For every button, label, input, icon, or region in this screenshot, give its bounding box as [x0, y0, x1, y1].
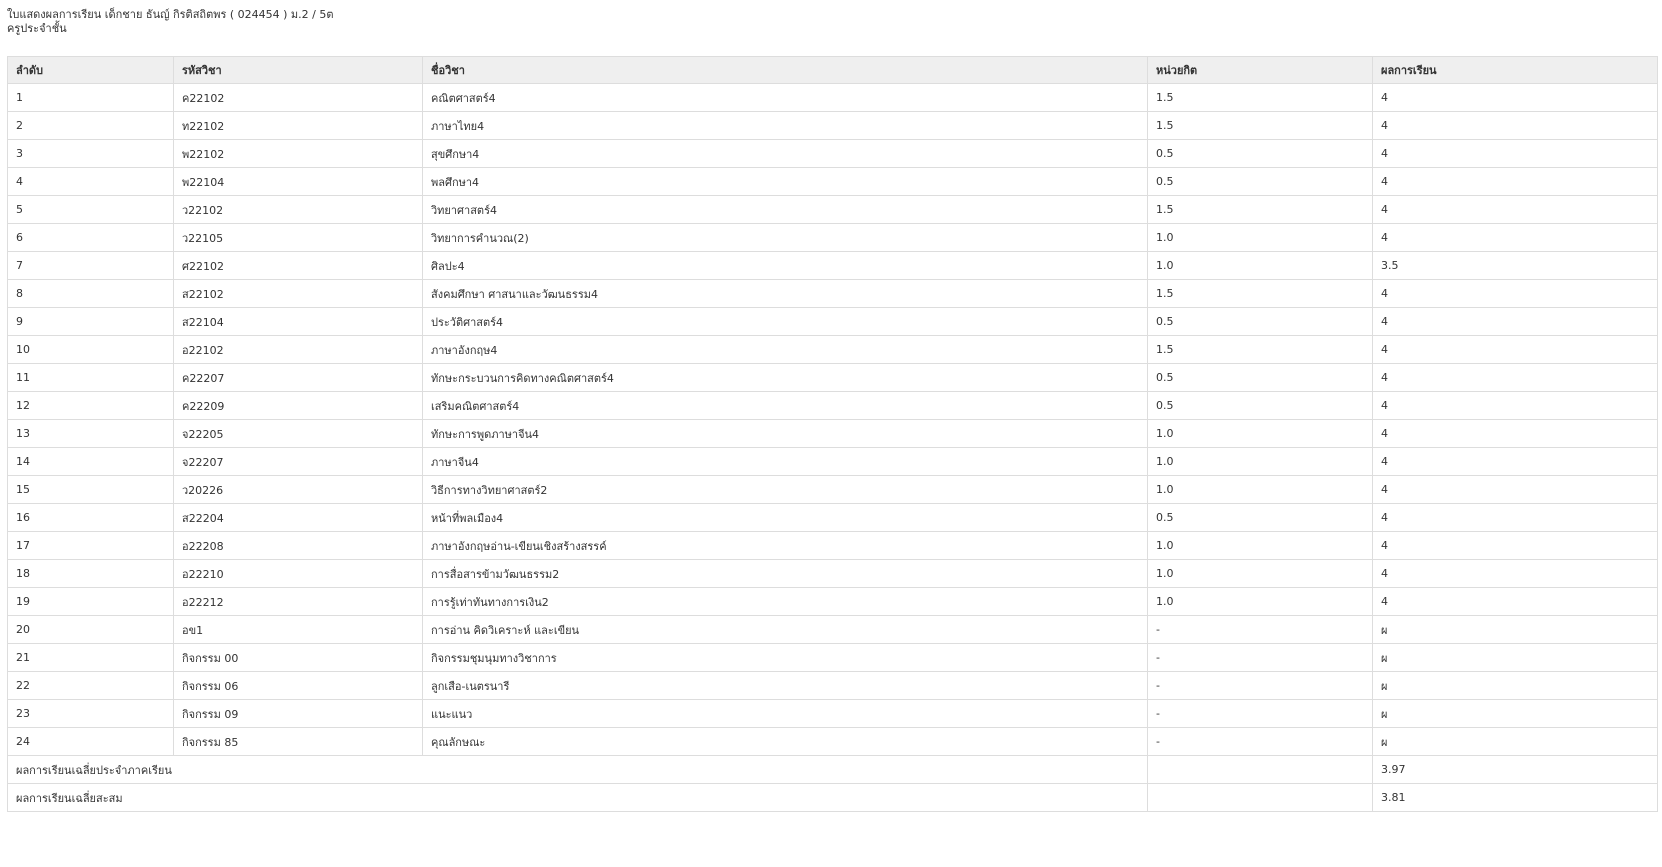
table-row — [8, 364, 1658, 392]
subject-code-cell: พ22102 — [174, 140, 423, 168]
credit-cell: 0.5 — [1148, 308, 1373, 336]
order-cell: 17 — [8, 532, 174, 560]
subject-name-cell: ประวัติศาสตร์4 — [423, 308, 1148, 336]
subject-code-cell: อ22212 — [174, 588, 423, 616]
grade-cell: ผ — [1373, 700, 1658, 728]
credit-cell: - — [1148, 644, 1373, 672]
grade-cell: 4 — [1373, 476, 1658, 504]
order-cell: 19 — [8, 588, 174, 616]
table-row — [8, 84, 1658, 112]
subject-code-cell: ส22102 — [174, 280, 423, 308]
order-cell: 7 — [8, 252, 174, 280]
table-row — [8, 224, 1658, 252]
column-header-subject-name: ชื่อวิชา — [423, 57, 1148, 84]
credit-cell: - — [1148, 700, 1373, 728]
table-row — [8, 700, 1658, 728]
column-header-grade: ผลการเรียน — [1373, 57, 1658, 84]
order-cell: 22 — [8, 672, 174, 700]
grade-cell: 4 — [1373, 364, 1658, 392]
subject-code-cell: ว22105 — [174, 224, 423, 252]
subject-name-cell: ทักษะกระบวนการคิดทางคณิตศาสตร์4 — [423, 364, 1148, 392]
subject-code-cell: ว22102 — [174, 196, 423, 224]
report-title: ใบแสดงผลการเรียน เด็กชาย ธันญ์ กิรติสถิตพร ( 024454 ) ม.2 / 5ต — [7, 8, 334, 21]
table-row — [8, 504, 1658, 532]
subject-code-cell: จ22207 — [174, 448, 423, 476]
subject-code-cell: ศ22102 — [174, 252, 423, 280]
grade-cell: 4 — [1373, 588, 1658, 616]
credit-cell: 1.5 — [1148, 336, 1373, 364]
table-row — [8, 644, 1658, 672]
subject-code-cell: ว20226 — [174, 476, 423, 504]
grade-cell: 4 — [1373, 420, 1658, 448]
order-cell: 12 — [8, 392, 174, 420]
grades-table — [7, 56, 1658, 812]
credit-cell: 1.0 — [1148, 252, 1373, 280]
subject-name-cell: ภาษาอังกฤษ4 — [423, 336, 1148, 364]
subject-code-cell: กิจกรรม 09 — [174, 700, 423, 728]
order-cell: 21 — [8, 644, 174, 672]
subject-name-cell: พลศึกษา4 — [423, 168, 1148, 196]
credit-cell: 0.5 — [1148, 392, 1373, 420]
order-cell: 3 — [8, 140, 174, 168]
table-row — [8, 616, 1658, 644]
table-row — [8, 532, 1658, 560]
subject-code-cell: ค22207 — [174, 364, 423, 392]
grade-cell: 4 — [1373, 392, 1658, 420]
order-cell: 9 — [8, 308, 174, 336]
grade-cell: ผ — [1373, 728, 1658, 756]
summary-gpa-value: 3.81 — [1373, 784, 1658, 812]
credit-cell: 1.0 — [1148, 224, 1373, 252]
order-cell: 5 — [8, 196, 174, 224]
table-row — [8, 308, 1658, 336]
grade-cell: 4 — [1373, 112, 1658, 140]
subject-name-cell: หน้าที่พลเมือง4 — [423, 504, 1148, 532]
order-cell: 6 — [8, 224, 174, 252]
table-row — [8, 140, 1658, 168]
table-row — [8, 420, 1658, 448]
order-cell: 13 — [8, 420, 174, 448]
table-row — [8, 392, 1658, 420]
credit-cell: 0.5 — [1148, 364, 1373, 392]
credit-cell: - — [1148, 616, 1373, 644]
subject-code-cell: ส22204 — [174, 504, 423, 532]
subject-code-cell: กิจกรรม 00 — [174, 644, 423, 672]
grade-cell: ผ — [1373, 672, 1658, 700]
grade-cell: 4 — [1373, 140, 1658, 168]
grade-cell: 4 — [1373, 532, 1658, 560]
credit-cell: 1.5 — [1148, 84, 1373, 112]
subject-name-cell: คุณลักษณะ — [423, 728, 1148, 756]
subject-code-cell: พ22104 — [174, 168, 423, 196]
credit-cell: 1.5 — [1148, 112, 1373, 140]
subject-code-cell: กิจกรรม 06 — [174, 672, 423, 700]
subject-name-cell: คณิตศาสตร์4 — [423, 84, 1148, 112]
table-row — [8, 448, 1658, 476]
credit-cell: 1.0 — [1148, 588, 1373, 616]
subject-name-cell: แนะแนว — [423, 700, 1148, 728]
subject-name-cell: ภาษาอังกฤษอ่าน-เขียนเชิงสร้างสรรค์ — [423, 532, 1148, 560]
subject-name-cell: กิจกรรมชุมนุมทางวิชาการ — [423, 644, 1148, 672]
order-cell: 18 — [8, 560, 174, 588]
order-cell: 1 — [8, 84, 174, 112]
table-row — [8, 196, 1658, 224]
grade-cell: 4 — [1373, 84, 1658, 112]
subject-code-cell: ส22104 — [174, 308, 423, 336]
order-cell: 4 — [8, 168, 174, 196]
order-cell: 2 — [8, 112, 174, 140]
credit-cell: 1.0 — [1148, 476, 1373, 504]
subject-name-cell: ลูกเสือ-เนตรนารี — [423, 672, 1148, 700]
summary-label: ผลการเรียนเฉลี่ยประจำภาคเรียน — [8, 756, 1148, 784]
table-header-row — [8, 57, 1658, 84]
subject-code-cell: กิจกรรม 85 — [174, 728, 423, 756]
subject-name-cell: วิทยาศาสตร์4 — [423, 196, 1148, 224]
subject-code-cell: อ22208 — [174, 532, 423, 560]
table-row — [8, 168, 1658, 196]
subject-name-cell: วิทยาการคำนวณ(2) — [423, 224, 1148, 252]
grade-cell: 4 — [1373, 196, 1658, 224]
subject-name-cell: ภาษาไทย4 — [423, 112, 1148, 140]
table-row — [8, 728, 1658, 756]
credit-cell: - — [1148, 728, 1373, 756]
subject-name-cell: สังคมศึกษา ศาสนาและวัฒนธรรม4 — [423, 280, 1148, 308]
table-row — [8, 672, 1658, 700]
credit-cell: - — [1148, 672, 1373, 700]
homeroom-teacher-label: ครูประจำชั้น — [7, 22, 67, 35]
subject-name-cell: ศิลปะ4 — [423, 252, 1148, 280]
credit-cell: 1.5 — [1148, 196, 1373, 224]
credit-cell: 0.5 — [1148, 504, 1373, 532]
order-cell: 15 — [8, 476, 174, 504]
subject-name-cell: การอ่าน คิดวิเคราะห์ และเขียน — [423, 616, 1148, 644]
subject-name-cell: วิธีการทางวิทยาศาสตร์2 — [423, 476, 1148, 504]
subject-name-cell: การรู้เท่าทันทางการเงิน2 — [423, 588, 1148, 616]
report-header — [7, 8, 334, 36]
credit-cell: 0.5 — [1148, 168, 1373, 196]
subject-code-cell: ท22102 — [174, 112, 423, 140]
summary-gpa-value: 3.97 — [1373, 756, 1658, 784]
table-row — [8, 280, 1658, 308]
grade-cell: 4 — [1373, 308, 1658, 336]
grade-cell: 4 — [1373, 168, 1658, 196]
credit-cell: 1.0 — [1148, 420, 1373, 448]
subject-code-cell: ค22209 — [174, 392, 423, 420]
summary-credit — [1148, 784, 1373, 812]
grade-cell: 3.5 — [1373, 252, 1658, 280]
subject-name-cell: เสริมคณิตศาสตร์4 — [423, 392, 1148, 420]
table-row — [8, 112, 1658, 140]
summary-credit — [1148, 756, 1373, 784]
grade-cell: ผ — [1373, 644, 1658, 672]
subject-name-cell: ภาษาจีน4 — [423, 448, 1148, 476]
credit-cell: 1.0 — [1148, 448, 1373, 476]
credit-cell: 1.5 — [1148, 280, 1373, 308]
order-cell: 11 — [8, 364, 174, 392]
grade-cell: 4 — [1373, 560, 1658, 588]
grade-cell: 4 — [1373, 224, 1658, 252]
table-row — [8, 252, 1658, 280]
grade-cell: ผ — [1373, 616, 1658, 644]
subject-code-cell: จ22205 — [174, 420, 423, 448]
subject-code-cell: อ22102 — [174, 336, 423, 364]
column-header-credits: หน่วยกิต — [1148, 57, 1373, 84]
table-row — [8, 560, 1658, 588]
order-cell: 8 — [8, 280, 174, 308]
subject-code-cell: อข1 — [174, 616, 423, 644]
order-cell: 24 — [8, 728, 174, 756]
credit-cell: 0.5 — [1148, 140, 1373, 168]
order-cell: 16 — [8, 504, 174, 532]
subject-name-cell: ทักษะการพูดภาษาจีน4 — [423, 420, 1148, 448]
grade-cell: 4 — [1373, 336, 1658, 364]
grade-cell: 4 — [1373, 280, 1658, 308]
column-header-order: ลำดับ — [8, 57, 174, 84]
summary-row — [8, 756, 1658, 784]
order-cell: 10 — [8, 336, 174, 364]
subject-name-cell: การสื่อสารข้ามวัฒนธรรม2 — [423, 560, 1148, 588]
grade-cell: 4 — [1373, 504, 1658, 532]
order-cell: 23 — [8, 700, 174, 728]
summary-label: ผลการเรียนเฉลี่ยสะสม — [8, 784, 1148, 812]
table-row — [8, 588, 1658, 616]
column-header-subject-code: รหัสวิชา — [174, 57, 423, 84]
subject-code-cell: ค22102 — [174, 84, 423, 112]
table-row — [8, 476, 1658, 504]
credit-cell: 1.0 — [1148, 532, 1373, 560]
order-cell: 20 — [8, 616, 174, 644]
order-cell: 14 — [8, 448, 174, 476]
table-row — [8, 336, 1658, 364]
credit-cell: 1.0 — [1148, 560, 1373, 588]
summary-row — [8, 784, 1658, 812]
grade-cell: 4 — [1373, 448, 1658, 476]
subject-name-cell: สุขศึกษา4 — [423, 140, 1148, 168]
subject-code-cell: อ22210 — [174, 560, 423, 588]
